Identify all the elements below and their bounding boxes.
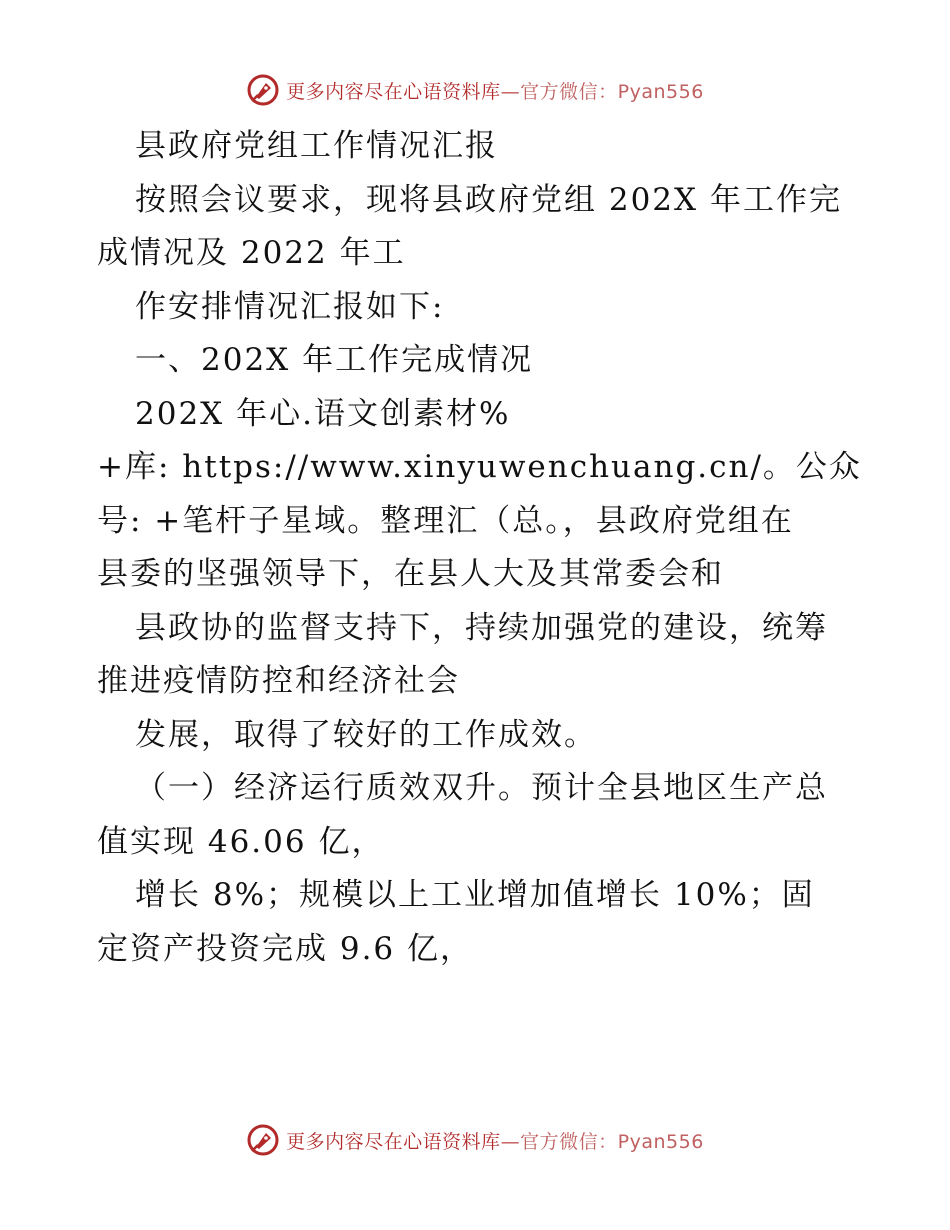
subsection-heading: （一）经济运行质效双升。预计全县地区生产总 xyxy=(135,770,828,806)
footer-banner-wechat: 官方微信：Pyan556 xyxy=(520,1130,704,1153)
footer-banner-separator: — xyxy=(500,1130,521,1153)
paragraph-line: 成情况及 2022 年工 xyxy=(97,235,406,271)
header-banner-text xyxy=(286,77,704,104)
paragraph-line: 增长 8%；规模以上工业增加值增长 10%；固 xyxy=(135,877,815,913)
pen-nib-logo-icon xyxy=(246,73,280,107)
footer-banner-text xyxy=(286,1127,704,1154)
header-banner xyxy=(0,70,950,110)
paragraph-line: 发展，取得了较好的工作成效。 xyxy=(135,716,597,753)
header-banner-main: 更多内容尽在心语资料库 xyxy=(286,80,501,103)
footer-banner xyxy=(0,1120,950,1160)
paragraph-line: +库: https://www.xinyuwenchuang.cn/。公众 xyxy=(97,449,862,485)
paragraph-line: 按照会议要求，现将县政府党组 202X 年工作完 xyxy=(135,181,842,218)
footer-banner-main: 更多内容尽在心语资料库 xyxy=(286,1130,501,1153)
paragraph-line: 202X 年心.语文创素材% xyxy=(135,395,511,432)
pen-nib-logo-icon xyxy=(246,1123,280,1157)
paragraph-line: 作安排情况汇报如下: xyxy=(135,288,445,325)
document-body xyxy=(97,120,862,976)
header-banner-wechat: 官方微信：Pyan556 xyxy=(520,80,704,103)
section-heading: 一、202X 年工作完成情况 xyxy=(135,342,534,378)
paragraph-line: 号: +笔杆子星域。整理汇（总。，县政府党组在 xyxy=(97,502,794,539)
paragraph-line: 县委的坚强领导下，在县人大及其常委会和 xyxy=(97,556,724,592)
document-title: 县政府党组工作情况汇报 xyxy=(135,128,498,164)
paragraph-line: 推进疫情防控和经济社会 xyxy=(97,663,460,699)
paragraph-line: 定资产投资完成 9.6 亿， xyxy=(97,930,474,967)
paragraph-line: 县政协的监督支持下，持续加强党的建设，统筹 xyxy=(135,609,828,646)
paragraph-line: 值实现 46.06 亿， xyxy=(97,823,385,860)
header-banner-separator: — xyxy=(500,80,521,103)
